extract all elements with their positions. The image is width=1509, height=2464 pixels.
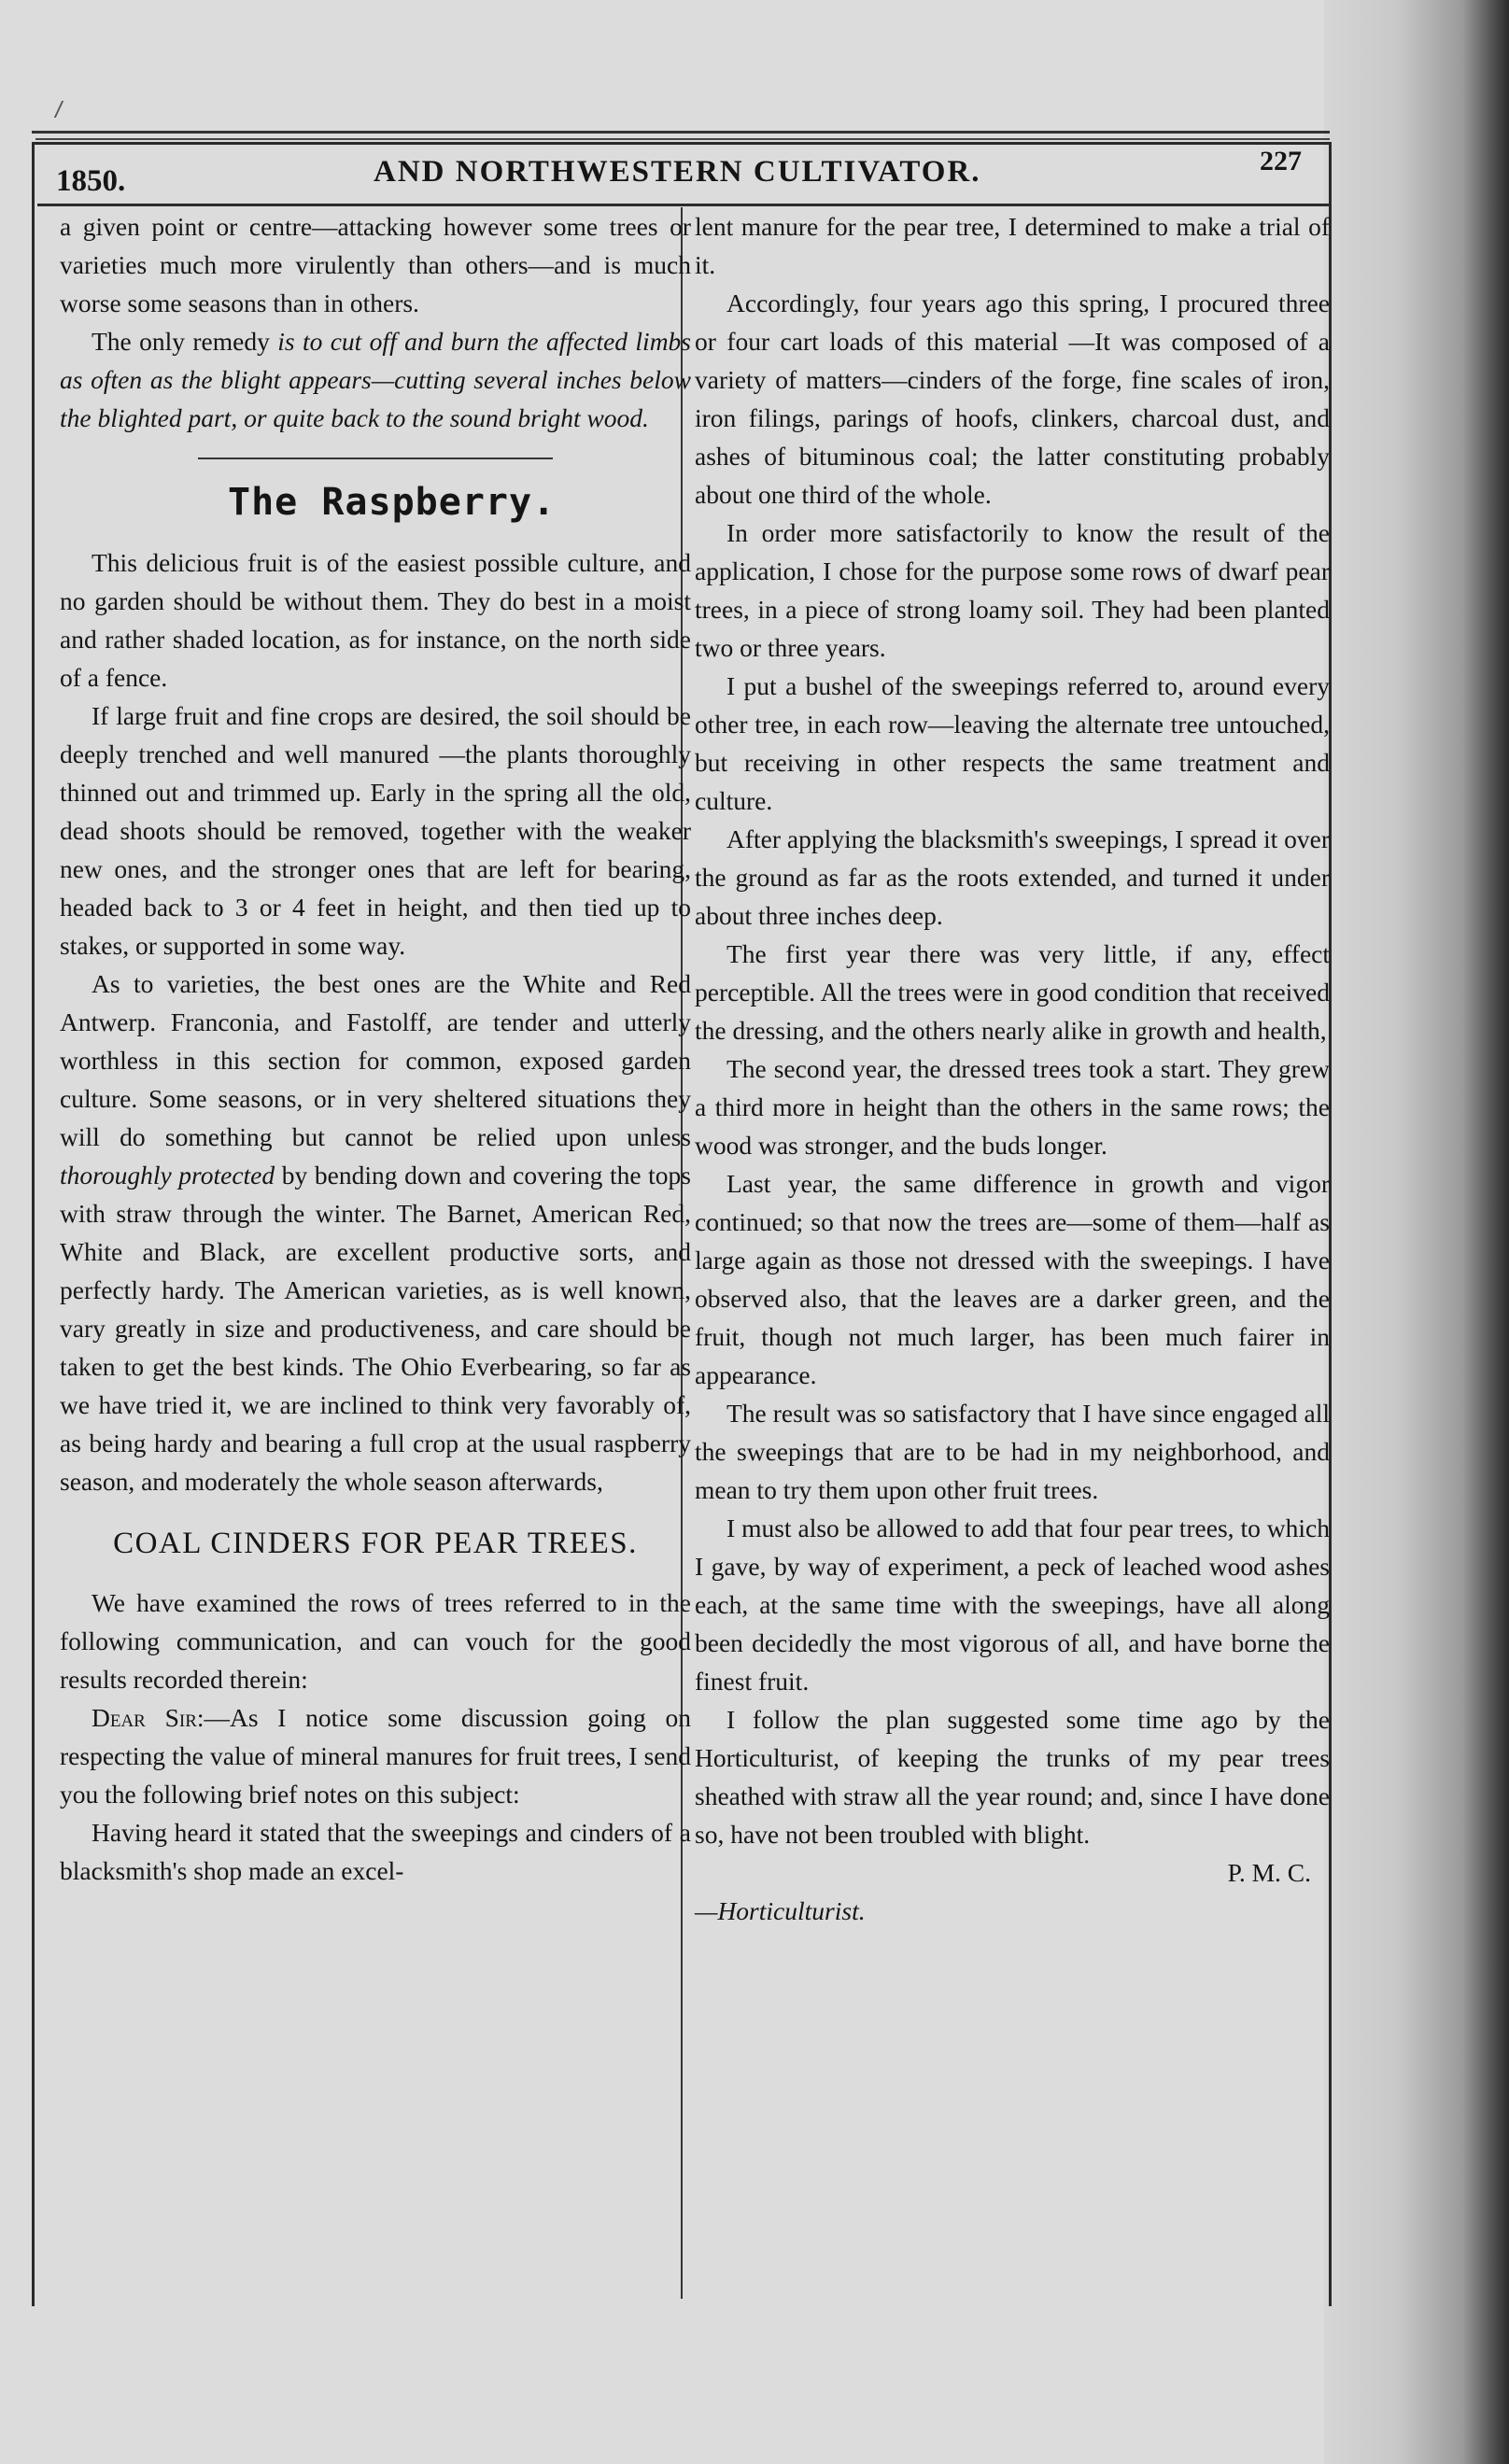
blight-paragraph: a given point or centre—attacking however some trees or varieties much more virulently than others—and is much worse some seasons than in others.: [60, 212, 691, 317]
source-text: —Horticulturist.: [695, 1896, 866, 1925]
top-rule-inner: [35, 138, 1330, 140]
right-paragraph-5: The first year there was very little, if any, effect perceptible. All the trees were in good condition that received the dressing, and the others nearly alike in growth and health,: [695, 939, 1330, 1045]
right-paragraph-6: The second year, the dressed trees took a start. They grew a third more in height than the others in the same rows; the wood was stronger, and the buds longer.: [695, 1054, 1330, 1160]
rasp-p3-text-b: by bending down and covering the tops with straw through the winter. The Barnet, American Red, White and Black, are excellent productive sorts, and perfectly hardy. The American varieties, as is well known, vary greatly in size and productiveness, and care should be taken to get the best kinds. The Ohio Everbearing, so far as we have tried it, we are inclined to think very favorably of, as being hardy and bearing a full crop at the usual raspberry season, and moderately the whole season afterwards,: [60, 1161, 692, 1496]
header-title: AND NORTHWESTERN CULTIVATOR.: [374, 155, 981, 189]
raspberry-paragraph-1: This delicious fruit is of the easiest possible culture, and no garden should be without them. They do best in a moist and rather shaded location, as for instance, on the north side of a fence.: [60, 548, 691, 692]
coal-intro-paragraph: We have examined the rows of trees referred to in the following communication, and can vouch for the good results recorded therein:: [60, 1588, 691, 1694]
coal-cinders-heading: COAL CINDERS FOR PEAR TREES.: [113, 1527, 638, 1560]
right-paragraph-3: I put a bushel of the sweepings referred to, around every other tree, in each row—leaving the alternate tree untouched, but receiving in other respects the same treatment and culture.: [695, 671, 1330, 815]
rasp-p3-italic: thoroughly protected: [60, 1161, 275, 1190]
remedy-italic: is to cut off and burn the affected limbs as often as the blight appears—cutting several inches below the blighted part, or quite back to the sound bright wood.: [60, 327, 692, 432]
running-header: [56, 146, 1307, 198]
source-attribution: [695, 1892, 1330, 1930]
right-paragraph-1: Accordingly, four years ago this spring, I procured three or four cart loads of this material —It was composed of a variety of matters—cinders of the forge, fine scales of iron, iron filings, parings of hoofs, clinkers, charcoal dust, and ashes of bituminous coal; the latter constituting probably about one third of the whole.: [695, 289, 1330, 509]
right-paragraph-9: I must also be allowed to add that four pear trees, to which I gave, by way of experiment, a peck of leached wood ashes each, at the same time with the sweepings, have all along been decidedly the most vigorous of all, and have borne the finest fruit.: [695, 1514, 1330, 1696]
rasp-p3-text-a: As to varieties, the best ones are the White and Red Antwerp. Franconia, and Fastolff, are tender and utterly worthless in this section for common, exposed garden culture. Some seasons, or in very sheltered situations they will do something but cannot be relied upon unless: [60, 969, 691, 1151]
right-column: [695, 207, 1330, 1930]
remedy-lead: The only remedy: [92, 327, 278, 356]
right-paragraph-0: lent manure for the pear tree, I determined to make a trial of it.: [695, 212, 1330, 279]
page-number: 227: [1260, 146, 1302, 176]
header-rule: [37, 204, 1332, 206]
letter-paragraph-2: Having heard it stated that the sweepings and cinders of a blacksmith's shop made an excel-: [60, 1818, 691, 1885]
top-rule: [32, 131, 1330, 134]
right-paragraph-4: After applying the blacksmith's sweepings, I spread it over the ground as far as the roots extended, and turned it under about three inches deep.: [695, 824, 1330, 930]
right-paragraph-8: The result was so satisfactory that I have since engaged all the sweepings that are to be had in my neighborhood, and mean to try them upon other fruit trees.: [695, 1399, 1330, 1504]
signature: P. M. C.: [1227, 1858, 1311, 1887]
raspberry-paragraph-2: If large fruit and fine crops are desired, the soil should be deeply trenched and well manured —the plants thoroughly thinned out and trimmed up. Early in the spring all the old, dead shoots should be removed, together with the weaker new ones, and the stronger ones that are left for bearing, headed back to 3 or 4 feet in height, and then tied up to stakes, or supported in some way.: [60, 701, 691, 960]
salutation: Dear Sir:: [92, 1703, 204, 1732]
right-paragraph-2: In order more satisfactorily to know the result of the application, I chose for the purpose some rows of dwarf pear trees, in a piece of strong loamy soil. They had been planted two or three years.: [695, 518, 1330, 662]
raspberry-heading: The Raspberry.: [228, 481, 557, 524]
letter-opening-text: —As I notice some discussion going on respecting the value of mineral manures for fruit trees, I send you the following brief notes on this subject:: [60, 1703, 691, 1809]
left-column: [60, 207, 691, 1890]
letter-opening-paragraph: [60, 1698, 691, 1813]
remedy-paragraph: [60, 322, 691, 437]
right-paragraph-10: I follow the plan suggested some time ago by the Horticulturist, of keeping the trunks of my pear trees sheathed with straw all the year round; and, since I have done so, have not been troubled with blight.: [695, 1705, 1330, 1849]
header-year: 1850.: [56, 164, 126, 198]
raspberry-paragraph-3: [60, 964, 691, 1500]
right-paragraph-7: Last year, the same difference in growth and vigor continued; so that now the trees are—some of them—half as large again as those not dressed with the sweepings. I have observed also, that the leaves are a darker green, and the fruit, though not much larger, has been much fairer in appearance.: [695, 1169, 1330, 1389]
signature-line: [695, 1853, 1330, 1892]
page-edge-shadow: [1324, 0, 1509, 2464]
section-separator: [198, 458, 553, 459]
